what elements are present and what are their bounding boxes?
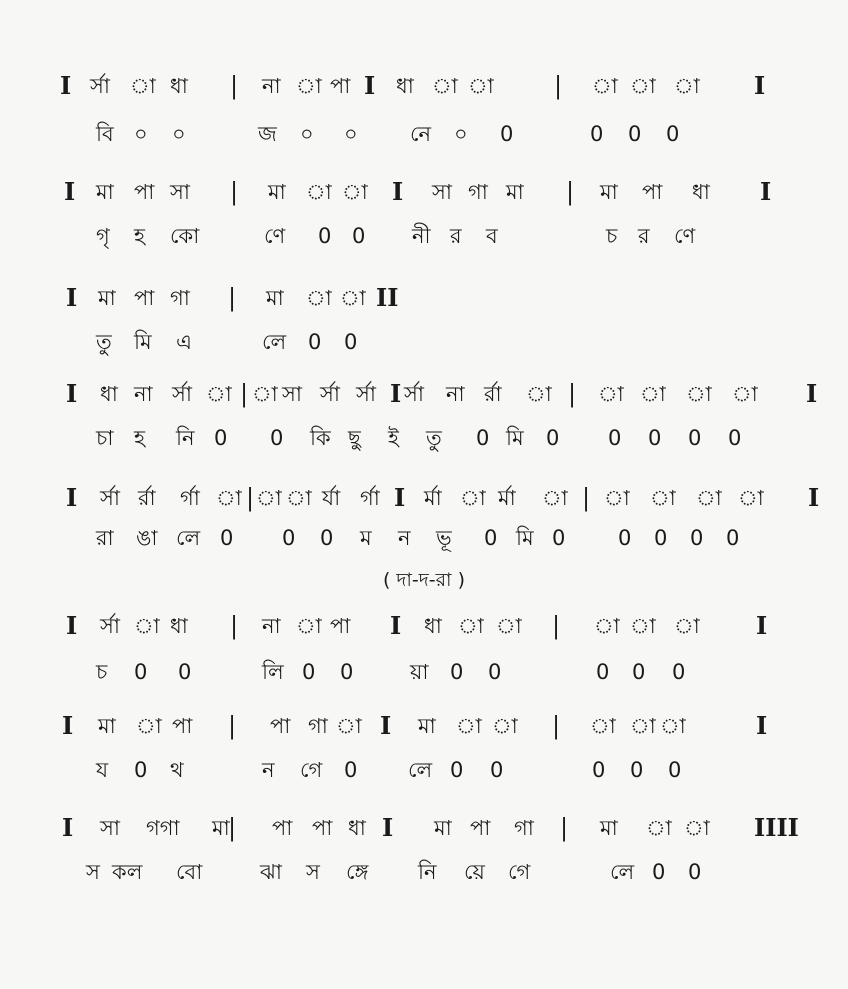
sustain-mark: া: [130, 74, 156, 98]
swara-note: গা: [514, 816, 534, 840]
sustain-mark: া: [296, 614, 322, 638]
swara-note: সা: [170, 180, 190, 204]
sustain-mark: া: [686, 382, 712, 406]
swara-note: মা: [212, 816, 230, 840]
sustain-mark: া: [696, 486, 722, 510]
section-barline: I: [756, 711, 768, 740]
sustain-mark: া: [456, 714, 482, 738]
sustain-mark: া: [630, 614, 656, 638]
swara-note: মা: [506, 180, 524, 204]
sustain-mark: া: [206, 382, 232, 406]
swara-note: ধা: [170, 74, 188, 98]
swara-note: মা: [98, 286, 116, 310]
swara-note: মা: [418, 714, 436, 738]
lyrics-line: [0, 858, 848, 898]
sustain-mark: া: [660, 714, 686, 738]
lyric-syllable: 0: [344, 758, 358, 782]
section-barline: I: [756, 611, 768, 640]
sustain-mark: া: [592, 74, 618, 98]
lyric-syllable: 0: [672, 660, 686, 684]
sustain-mark: া: [674, 74, 700, 98]
section-barline: I: [380, 711, 392, 740]
swara-note: পা: [312, 816, 333, 840]
sustain-mark: া: [496, 614, 522, 638]
section-barline: I: [390, 611, 402, 640]
lyric-syllable: 0: [596, 660, 610, 684]
beat-separator: |: [552, 612, 561, 640]
lyrics-line: [0, 658, 848, 698]
swara-note: গা: [170, 286, 190, 310]
swara-note: র্রা: [484, 382, 502, 406]
lyric-syllable: বো: [176, 860, 203, 884]
swara-note: সা: [282, 382, 302, 406]
lyric-syllable: 0: [654, 526, 668, 550]
beat-separator: |: [246, 484, 255, 512]
lyric-syllable: ণে: [264, 224, 286, 248]
lyric-syllable: স: [306, 860, 320, 884]
lyric-syllable: কো: [170, 224, 200, 248]
swara-note: র্সা: [100, 614, 120, 638]
beat-separator: |: [568, 380, 577, 408]
swara-note: র্সা: [172, 382, 192, 406]
lyric-syllable: লে: [262, 330, 287, 354]
sustain-mark: া: [256, 486, 282, 510]
lyric-syllable: য়ে: [464, 860, 485, 884]
beat-separator: |: [554, 72, 563, 100]
lyric-syllable: হ: [134, 426, 146, 450]
lyric-syllable: 0: [630, 758, 644, 782]
section-barline: I: [66, 483, 78, 512]
sustain-mark: া: [306, 286, 332, 310]
section-barline: I: [60, 71, 72, 100]
lyric-syllable: 0: [648, 426, 662, 450]
lyric-syllable: ০: [344, 122, 358, 146]
section-barline: I: [394, 483, 406, 512]
beat-separator: |: [560, 814, 569, 842]
lyric-syllable: 0: [668, 758, 682, 782]
notation-line: [0, 612, 848, 652]
lyric-syllable: য়া: [410, 660, 429, 684]
lyric-syllable: মি: [516, 526, 534, 550]
section-barline: I: [66, 283, 78, 312]
section-barline: IIII: [754, 813, 799, 842]
lyric-syllable: 0: [728, 426, 742, 450]
section-barline: I: [390, 379, 402, 408]
lyric-syllable: চা: [96, 426, 114, 450]
lyric-syllable: জ: [258, 122, 277, 146]
swara-note: র্মা: [498, 486, 516, 510]
swara-note: না: [134, 382, 153, 406]
section-barline: I: [392, 177, 404, 206]
swara-note: সা: [100, 816, 120, 840]
lyric-syllable: লে: [610, 860, 635, 884]
lyric-syllable: 0: [450, 758, 464, 782]
swara-note: না: [262, 614, 281, 638]
section-barline: I: [382, 813, 394, 842]
swara-note: র্গা: [180, 486, 200, 510]
lyric-syllable: 0: [178, 660, 192, 684]
sustain-mark: া: [136, 714, 162, 738]
lyric-syllable: হ: [134, 224, 146, 248]
notation-line: [0, 380, 848, 420]
sustain-mark: া: [590, 714, 616, 738]
section-barline: I: [808, 483, 820, 512]
swara-note: পা: [270, 714, 291, 738]
sustain-mark: া: [306, 180, 332, 204]
lyric-syllable: য: [96, 758, 109, 782]
lyric-syllable: 0: [282, 526, 296, 550]
sustain-mark: া: [458, 614, 484, 638]
swara-note: পা: [134, 286, 155, 310]
swara-note: র্সা: [320, 382, 340, 406]
sustain-mark: া: [738, 486, 764, 510]
lyric-syllable: ন: [398, 526, 411, 550]
lyric-syllable: চ: [606, 224, 618, 248]
swara-note: ধা: [348, 816, 366, 840]
lyric-syllable: 0: [666, 122, 680, 146]
lyric-syllable: 0: [352, 224, 366, 248]
lyric-syllable: গে: [300, 758, 323, 782]
lyric-syllable: 0: [628, 122, 642, 146]
lyric-syllable: 0: [220, 526, 234, 550]
section-barline: I: [806, 379, 818, 408]
sustain-mark: া: [460, 486, 486, 510]
lyric-syllable: ব: [486, 224, 498, 248]
beat-separator: |: [228, 284, 237, 312]
taal-label: ( দা-দ-রা ): [382, 569, 466, 591]
lyric-syllable: নি: [418, 860, 437, 884]
lyric-syllable: স: [86, 860, 100, 884]
sustain-mark: া: [468, 74, 494, 98]
swara-note: মা: [98, 714, 116, 738]
swara-note: গগা: [146, 816, 180, 840]
swara-note: র্সা: [404, 382, 424, 406]
lyric-syllable: 0: [214, 426, 228, 450]
lyric-syllable: তু: [426, 426, 442, 450]
lyric-syllable: ঙ্গে: [346, 860, 369, 884]
lyric-syllable: গে: [508, 860, 531, 884]
lyric-syllable: ম: [360, 526, 372, 550]
lyrics-line: [0, 524, 848, 564]
lyric-syllable: নে: [410, 122, 432, 146]
beat-separator: |: [230, 72, 239, 100]
sustain-mark: া: [604, 486, 630, 510]
beat-separator: |: [228, 712, 237, 740]
lyric-syllable: 0: [450, 660, 464, 684]
lyric-syllable: ঙা: [136, 526, 158, 550]
lyric-syllable: 0: [476, 426, 490, 450]
lyric-syllable: 0: [592, 758, 606, 782]
swara-note: না: [446, 382, 465, 406]
section-barline: II: [376, 283, 399, 312]
sustain-mark: া: [134, 614, 160, 638]
sustain-mark: া: [650, 486, 676, 510]
lyrics-line: [0, 328, 848, 368]
lyric-syllable: তু: [96, 330, 112, 354]
lyric-syllable: ০: [172, 122, 186, 146]
sustain-mark: া: [674, 614, 700, 638]
notation-line: [0, 284, 848, 324]
swara-note: গা: [468, 180, 488, 204]
swara-note: ধা: [396, 74, 414, 98]
lyric-syllable: ন: [262, 758, 275, 782]
lyric-syllable: চ: [96, 660, 108, 684]
lyric-syllable: কি: [310, 426, 331, 450]
sustain-mark: া: [640, 382, 666, 406]
swara-note: মা: [268, 180, 286, 204]
lyric-syllable: 0: [320, 526, 334, 550]
lyric-syllable: র: [638, 224, 650, 248]
notation-line: [0, 484, 848, 524]
section-barline: I: [364, 71, 376, 100]
sustain-mark: া: [630, 74, 656, 98]
lyrics-line: [0, 424, 848, 464]
lyric-syllable: 0: [688, 426, 702, 450]
swara-note: পা: [470, 816, 491, 840]
swara-note: মা: [96, 180, 114, 204]
lyric-syllable: র: [450, 224, 462, 248]
beat-separator: |: [552, 712, 561, 740]
swara-note: না: [262, 74, 281, 98]
beat-separator: |: [230, 178, 239, 206]
lyric-syllable: থ: [170, 758, 184, 782]
swara-note: পা: [642, 180, 663, 204]
swara-note: ধা: [170, 614, 188, 638]
lyrics-line: [0, 756, 848, 796]
section-barline: I: [62, 813, 74, 842]
swara-note: মা: [600, 816, 618, 840]
sustain-mark: া: [630, 714, 656, 738]
swara-note: পা: [272, 816, 293, 840]
beat-separator: |: [240, 380, 249, 408]
swara-note: ধা: [692, 180, 710, 204]
section-barline: I: [66, 379, 78, 408]
lyric-syllable: ০: [300, 122, 314, 146]
lyric-syllable: গৃ: [96, 224, 110, 248]
lyric-syllable: 0: [546, 426, 560, 450]
lyric-syllable: 0: [618, 526, 632, 550]
swara-note: র্সা: [356, 382, 376, 406]
swara-note: ধা: [424, 614, 442, 638]
sustain-mark: া: [296, 74, 322, 98]
lyric-syllable: ই: [388, 426, 399, 450]
lyric-syllable: লে: [408, 758, 433, 782]
notation-line: [0, 178, 848, 218]
lyric-syllable: রা: [96, 526, 114, 550]
lyric-syllable: 0: [552, 526, 566, 550]
swara-note: গা: [308, 714, 328, 738]
beat-separator: |: [582, 484, 591, 512]
notation-line: [0, 814, 848, 854]
swara-note: পা: [134, 180, 155, 204]
swara-note: র্যা: [322, 486, 341, 510]
lyric-syllable: ণে: [674, 224, 696, 248]
swara-note: র্সা: [90, 74, 110, 98]
lyric-syllable: 0: [270, 426, 284, 450]
lyric-syllable: 0: [340, 660, 354, 684]
sustain-mark: া: [646, 816, 672, 840]
lyric-syllable: 0: [632, 660, 646, 684]
sustain-mark: া: [252, 382, 278, 406]
lyric-syllable: ০: [454, 122, 468, 146]
swara-note: র্মা: [424, 486, 442, 510]
lyric-syllable: 0: [688, 860, 702, 884]
beat-separator: |: [228, 814, 237, 842]
lyric-syllable: লে: [176, 526, 201, 550]
lyric-syllable: এ: [176, 330, 192, 354]
lyric-syllable: লি: [262, 660, 284, 684]
lyric-syllable: 0: [726, 526, 740, 550]
section-barline: I: [62, 711, 74, 740]
sustain-mark: া: [492, 714, 518, 738]
swara-note: সা: [432, 180, 452, 204]
lyrics-line: [0, 222, 848, 262]
swara-note: পা: [172, 714, 193, 738]
sustain-mark: া: [684, 816, 710, 840]
lyric-syllable: মি: [506, 426, 524, 450]
lyric-syllable: ছু: [348, 426, 361, 450]
lyric-syllable: 0: [308, 330, 322, 354]
lyric-syllable: নি: [176, 426, 195, 450]
lyric-syllable: 0: [344, 330, 358, 354]
sustain-mark: া: [432, 74, 458, 98]
sustain-mark: া: [732, 382, 758, 406]
lyric-syllable: 0: [318, 224, 332, 248]
lyrics-line: [0, 120, 848, 160]
lyric-syllable: 0: [690, 526, 704, 550]
swara-note: পা: [330, 614, 351, 638]
sustain-mark: া: [340, 286, 366, 310]
lyric-syllable: 0: [488, 660, 502, 684]
sustain-mark: া: [342, 180, 368, 204]
sustain-mark: া: [336, 714, 362, 738]
beat-separator: |: [230, 612, 239, 640]
swara-note: মা: [434, 816, 452, 840]
lyric-syllable: বি: [96, 122, 114, 146]
lyric-syllable: ভূ: [436, 526, 452, 550]
lyric-syllable: কল: [112, 860, 143, 884]
lyric-syllable: নী: [412, 224, 431, 248]
sustain-mark: া: [216, 486, 242, 510]
section-barline: I: [760, 177, 772, 206]
section-barline: I: [66, 611, 78, 640]
swara-note: মা: [266, 286, 284, 310]
lyric-syllable: 0: [484, 526, 498, 550]
swara-note: র্গা: [360, 486, 380, 510]
sustain-mark: া: [598, 382, 624, 406]
lyric-syllable: ঝা: [260, 860, 282, 884]
sustain-mark: া: [526, 382, 552, 406]
lyric-syllable: 0: [500, 122, 514, 146]
swara-note: ধা: [100, 382, 118, 406]
lyric-syllable: 0: [490, 758, 504, 782]
notation-line: [0, 72, 848, 112]
lyric-syllable: 0: [608, 426, 622, 450]
lyric-syllable: 0: [302, 660, 316, 684]
sustain-mark: া: [542, 486, 568, 510]
beat-separator: |: [566, 178, 575, 206]
notation-line: [0, 712, 848, 752]
lyric-syllable: ০: [134, 122, 148, 146]
section-barline: I: [754, 71, 766, 100]
swara-note: র্সা: [100, 486, 120, 510]
swara-note: র্রা: [138, 486, 156, 510]
section-barline: I: [64, 177, 76, 206]
lyric-syllable: মি: [134, 330, 152, 354]
lyric-syllable: 0: [590, 122, 604, 146]
lyric-syllable: 0: [134, 660, 148, 684]
lyric-syllable: 0: [134, 758, 148, 782]
swara-note: পা: [330, 74, 351, 98]
swara-note: মা: [600, 180, 618, 204]
sustain-mark: া: [594, 614, 620, 638]
lyric-syllable: 0: [652, 860, 666, 884]
sustain-mark: া: [286, 486, 312, 510]
